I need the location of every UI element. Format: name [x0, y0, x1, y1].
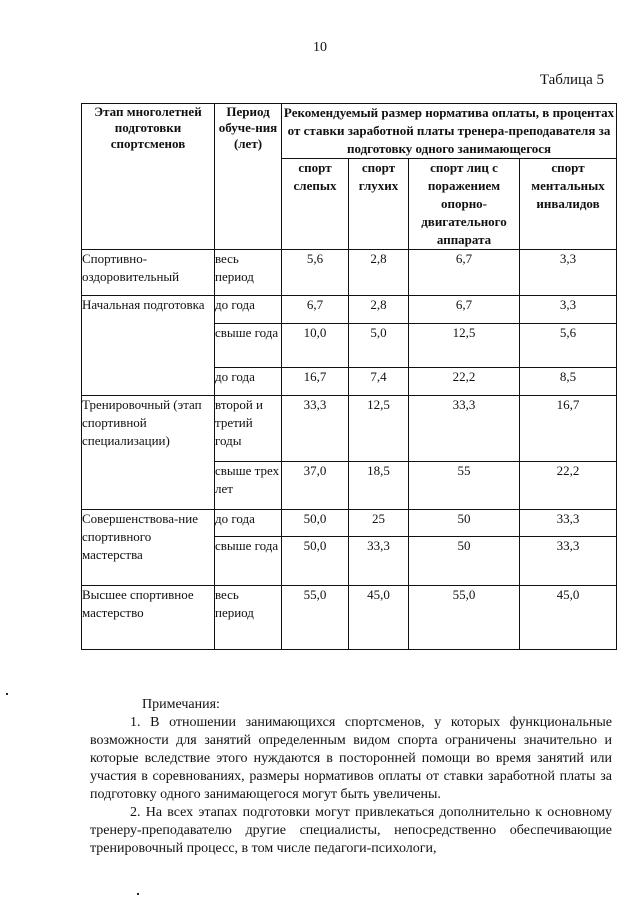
value-cell: 2,8: [349, 296, 409, 324]
period-cell: до года: [215, 296, 282, 324]
value-cell: 2,8: [349, 250, 409, 296]
period-cell: свыше трех лет: [215, 462, 282, 510]
value-cell: 55,0: [409, 586, 520, 650]
value-cell: 18,5: [349, 462, 409, 510]
stage-cell: Начальная подготовка: [82, 296, 215, 396]
period-cell: весь период: [215, 250, 282, 296]
value-cell: 50: [409, 510, 520, 537]
value-cell: 50: [409, 537, 520, 586]
period-cell: свыше года: [215, 324, 282, 368]
value-cell: 16,7: [282, 368, 349, 396]
header-musculoskeletal-sport: спорт лиц с поражением опорно-двигательного аппарата: [409, 159, 520, 250]
value-cell: 33,3: [282, 396, 349, 462]
value-cell: 33,3: [520, 510, 617, 537]
rates-table: [81, 103, 617, 650]
value-cell: 55: [409, 462, 520, 510]
value-cell: 45,0: [520, 586, 617, 650]
header-rate: Рекомендуемый размер норматива оплаты, в процентах от ставки заработной платы тренера-преподавателя за подготовку одного занимающегося: [282, 104, 617, 159]
period-cell: второй и третий годы: [215, 396, 282, 462]
period-cell: до года: [215, 368, 282, 396]
table-row: [82, 396, 617, 462]
value-cell: 33,3: [520, 537, 617, 586]
scan-speck: [6, 693, 8, 695]
stage-cell: Совершенствова-ние спортивного мастерства: [82, 510, 215, 586]
value-cell: 33,3: [349, 537, 409, 586]
value-cell: 5,0: [349, 324, 409, 368]
table-row: [82, 510, 617, 537]
value-cell: 8,5: [520, 368, 617, 396]
note-item: 1. В отношении занимающихся спортсменов, у которых функциональные возможности для занятий определенным видом спорта ограничены значительно и которые вследствие этого нуждаются в посторонней помощи во время занятий или участия в соревнованиях, размеры нормативов оплаты от ставки заработной платы за подготовку одного занимающегося могут быть увеличены.: [90, 715, 612, 802]
value-cell: 22,2: [520, 462, 617, 510]
table-row: [82, 250, 617, 296]
value-cell: 25: [349, 510, 409, 537]
header-mental-disability-sport: спорт ментальных инвалидов: [520, 159, 617, 250]
table-label: Таблица 5: [539, 72, 604, 88]
value-cell: 33,3: [409, 396, 520, 462]
value-cell: 16,7: [520, 396, 617, 462]
scan-speck: [137, 893, 139, 895]
stage-cell: Тренировочный (этап спортивной специализации): [82, 396, 215, 510]
value-cell: 37,0: [282, 462, 349, 510]
page-number: 10: [313, 40, 327, 55]
value-cell: 3,3: [520, 296, 617, 324]
stage-cell: Спортивно-оздоровительный: [82, 250, 215, 296]
value-cell: 6,7: [409, 296, 520, 324]
notes-section: [90, 696, 612, 858]
value-cell: 55,0: [282, 586, 349, 650]
table-row: [82, 296, 617, 324]
value-cell: 10,0: [282, 324, 349, 368]
notes-title: Примечания:: [142, 697, 220, 712]
value-cell: 50,0: [282, 537, 349, 586]
value-cell: 12,5: [409, 324, 520, 368]
period-cell: весь период: [215, 586, 282, 650]
period-cell: свыше года: [215, 537, 282, 586]
header-period: Период обуче-ния (лет): [215, 104, 282, 250]
value-cell: 3,3: [520, 250, 617, 296]
period-cell: до года: [215, 510, 282, 537]
value-cell: 50,0: [282, 510, 349, 537]
value-cell: 7,4: [349, 368, 409, 396]
value-cell: 22,2: [409, 368, 520, 396]
value-cell: 6,7: [409, 250, 520, 296]
value-cell: 6,7: [282, 296, 349, 324]
value-cell: 12,5: [349, 396, 409, 462]
note-item: 2. На всех этапах подготовки могут привлекаться дополнительно к основному тренеру-преподавателю другие специалисты, непосредственно обеспечивающие тренировочный процесс, в том числе педагоги-психологи,: [90, 805, 612, 856]
header-deaf-sport: спорт глухих: [349, 159, 409, 250]
header-stage: Этап многолетней подготовки спортсменов: [82, 104, 215, 250]
value-cell: 5,6: [282, 250, 349, 296]
table-row: [82, 586, 617, 650]
value-cell: 5,6: [520, 324, 617, 368]
value-cell: 45,0: [349, 586, 409, 650]
header-blind-sport: спорт слепых: [282, 159, 349, 250]
stage-cell: Высшее спортивное мастерство: [82, 586, 215, 650]
